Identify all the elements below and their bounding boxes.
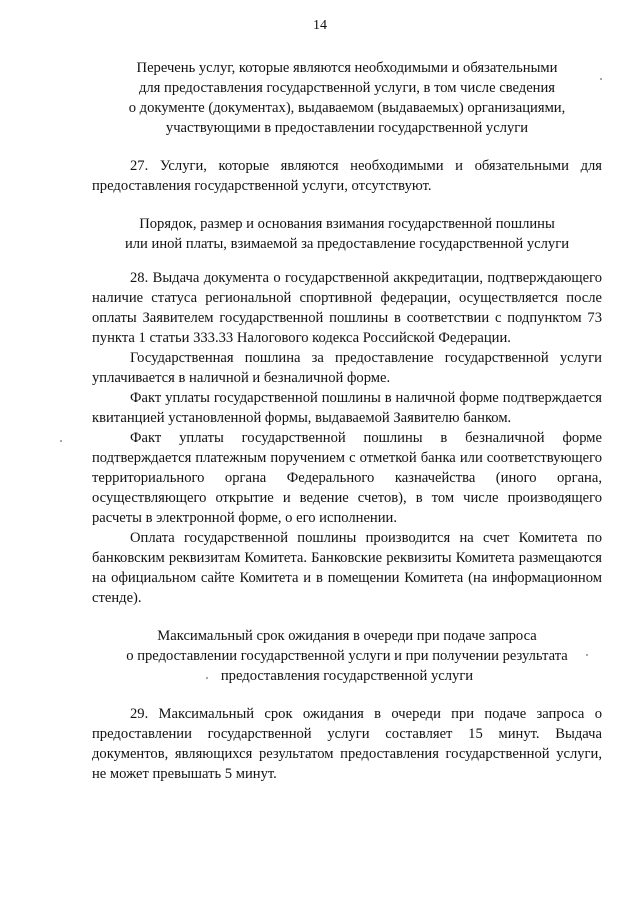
section-heading-services xyxy=(92,58,602,138)
heading-line: или иной платы, взимаемой за предоставление государственной услуги xyxy=(124,236,570,252)
paragraph-cashless-payment: Факт уплаты государственной пошлины в безналичной форме подтверждается платежным поручением с отметкой банка или соответствующего территориального органа Федерального казначейства (иного органа, осуществляющего открытие и ведение счетов), в том числе производящего расчеты в электронной форме, о его исполнении. xyxy=(92,430,602,526)
paragraph-29: 29. Максимальный срок ожидания в очереди при подаче запроса о предоставлении государственной услуги составляет 15 минут. Выдача документов, являющихся результатом предоставления государственной услуги, не может превышать 5 минут. xyxy=(92,706,602,782)
section-heading-waiting-time xyxy=(92,626,602,686)
spacer xyxy=(92,608,602,626)
heading-line: Максимальный срок ожидания в очереди при подаче запроса xyxy=(157,628,537,644)
heading-line: о документе (документах), выдаваемом (выдаваемых) организациями, xyxy=(128,100,566,116)
heading-line: участвующими в предоставлении государственной услуги xyxy=(165,120,529,136)
scan-speck xyxy=(60,440,62,442)
heading-line: Перечень услуг, которые являются необходимыми и обязательными xyxy=(136,60,558,76)
spacer xyxy=(92,138,602,156)
paragraph-cash-payment: Факт уплаты государственной пошлины в наличной форме подтверждается квитанцией установленной формы, выдаваемой Заявителю банком. xyxy=(92,390,602,426)
scan-speck xyxy=(206,677,208,679)
paragraph-bank-details: Оплата государственной пошлины производится на счет Комитета по банковским реквизитам Комитета. Банковские реквизиты Комитета размещаются на официальном сайте Комитета и в помещении Комитета (на информационном стенде). xyxy=(92,530,602,606)
paragraph-28: 28. Выдача документа о государственной аккредитации, подтверждающего наличие статуса региональной спортивной федерации, осуществляется после оплаты Заявителем государственной пошлины в соответствии с подпунктом 73 пункта 1 статьи 333.33 Налогового кодекса Российской Федерации. xyxy=(92,270,602,346)
page-number: 14 xyxy=(313,18,327,33)
heading-line: предоставления государственной услуги xyxy=(220,668,474,684)
scan-speck xyxy=(600,78,602,80)
spacer xyxy=(92,196,602,214)
heading-line: о предоставлении государственной услуги и при получении результата xyxy=(126,648,568,664)
spacer xyxy=(92,686,602,704)
page-content xyxy=(92,58,602,784)
heading-line: для предоставления государственной услуги, в том числе сведения xyxy=(138,80,556,96)
spacer xyxy=(92,254,602,268)
paragraph-fee-form: Государственная пошлина за предоставление государственной услуги уплачивается в наличной и безналичной форме. xyxy=(92,350,602,386)
heading-line: Порядок, размер и основания взимания государственной пошлины xyxy=(139,216,555,232)
scan-speck xyxy=(586,654,588,656)
paragraph-27: 27. Услуги, которые являются необходимыми и обязательными для предоставления государственной услуги, отсутствуют. xyxy=(92,158,602,194)
section-heading-fee xyxy=(92,214,602,254)
